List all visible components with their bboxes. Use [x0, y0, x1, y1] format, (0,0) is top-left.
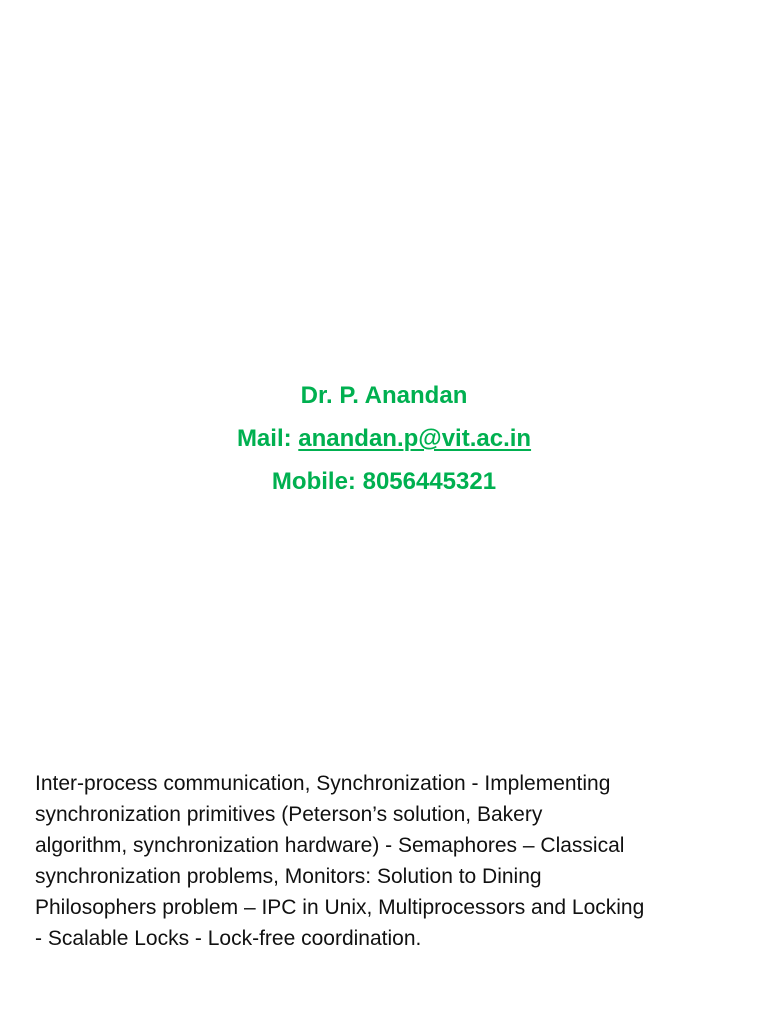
description-line: - Scalable Locks - Lock-free coordination.: [35, 927, 422, 950]
author-name: Dr. P. Anandan: [300, 382, 468, 409]
contact-block: [0, 374, 768, 503]
email-link[interactable]: anandan.p@vit.ac.in: [298, 425, 532, 452]
description-line: Philosophers problem – IPC in Unix, Multiprocessors and Locking: [35, 896, 645, 919]
description-line: Inter-process communication, Synchronization - Implementing: [35, 772, 611, 795]
course-description: [35, 768, 735, 954]
description-line: synchronization problems, Monitors: Solution to Dining: [35, 865, 542, 888]
description-line: algorithm, synchronization hardware) - Semaphores – Classical: [35, 834, 625, 857]
mobile-number: 8056445321: [362, 468, 497, 495]
mail-line: [0, 417, 768, 460]
mobile-line: [0, 460, 768, 503]
description-line: synchronization primitives (Peterson’s solution, Bakery: [35, 803, 543, 826]
mail-label: Mail:: [236, 425, 292, 452]
mobile-label: Mobile:: [271, 468, 356, 495]
